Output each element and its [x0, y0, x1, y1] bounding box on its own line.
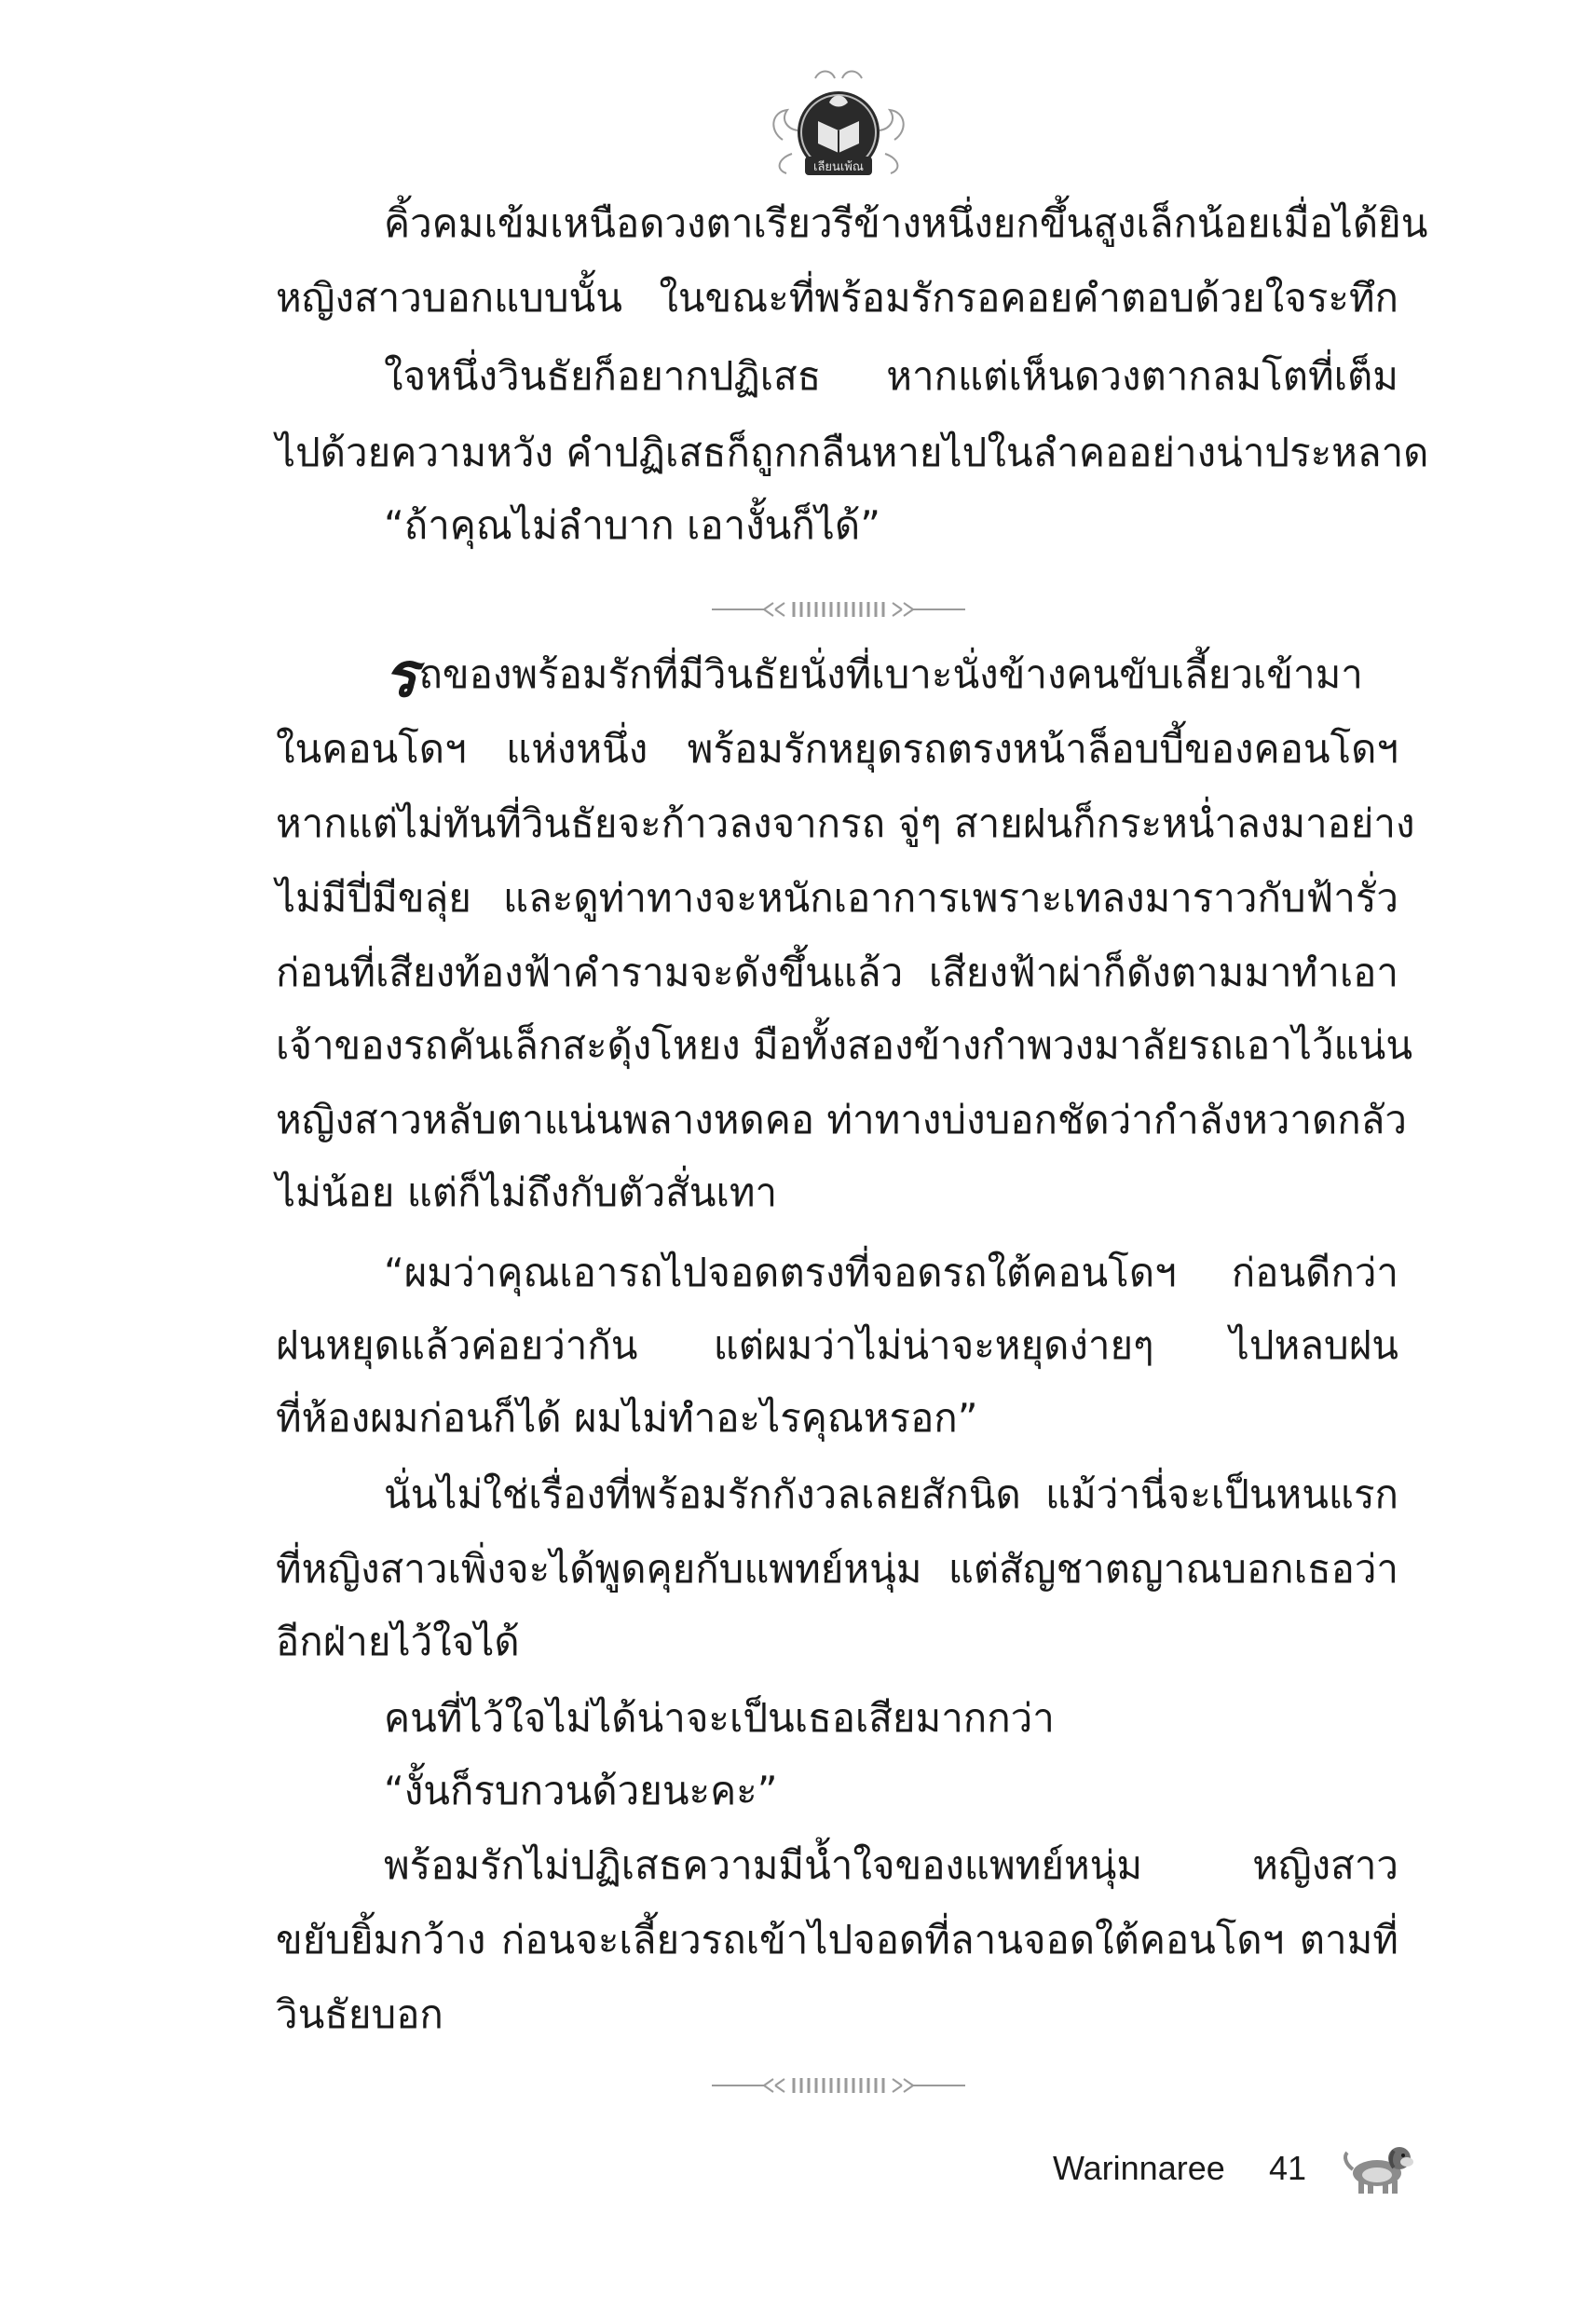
- text-line: ที่หญิงสาวเพิ่งจะได้พูดคุยกับแพทย์หนุ่ม แต่สัญชาตญาณบอกเธอว่า: [276, 1546, 1398, 1592]
- text-line: หากแต่ไม่ทันที่วินธัยจะก้าวลงจากรถ จู่ๆ สายฝนก็กระหน่ำลงมาอย่าง: [276, 800, 1415, 846]
- ornamental-divider-icon: [708, 598, 969, 621]
- dog-icon: [1342, 2136, 1416, 2197]
- text-line: หญิงสาวบอกแบบนั้น ในขณะที่พร้อมรักรอคอยคำตอบด้วยใจระทึก: [276, 275, 1398, 321]
- text-line: หญิงสาวหลับตาแน่นพลางหดคอ ท่าทางบ่งบอกชัดว่ากำลังหวาดกลัว: [276, 1097, 1407, 1142]
- page-number: 41: [1269, 2149, 1307, 2187]
- text-line: ใจหนึ่งวินธัยก็อยากปฏิเสธ หากแต่เห็นดวงตากลมโตที่เต็ม: [384, 353, 1398, 399]
- text-line: วินธัยบอก: [276, 1991, 443, 2037]
- text-line: เจ้าของรถคันเล็กสะดุ้งโหยง มือทั้งสองข้างกำพวงมาลัยรถเอาไว้แน่น: [276, 1022, 1413, 1068]
- text-line: คิ้วคมเข้มเหนือดวงตาเรียวรีข้างหนึ่งยกขึ้นสูงเล็กน้อยเมื่อได้ยิน: [384, 200, 1428, 246]
- book-emblem-icon: [764, 65, 913, 186]
- text-line: พร้อมรักไม่ปฏิเสธความมีน้ำใจของแพทย์หนุ่ม หญิงสาว: [384, 1842, 1398, 1888]
- text-line: ก่อนที่เสียงท้องฟ้าคำรามจะดังขึ้นแล้ว เสียงฟ้าผ่าก็ดังตามมาทำเอา: [276, 950, 1398, 995]
- text-line: ไปด้วยความหวัง คำปฏิเสธก็ถูกกลืนหายไปในลำคออย่างน่าประหลาด: [276, 430, 1429, 475]
- footer-title: Warinnaree: [1053, 2149, 1225, 2187]
- text-line: นั่นไม่ใช่เรื่องที่พร้อมรักกังวลเลยสักนิด แม้ว่านี่จะเป็นหนแรก: [384, 1471, 1398, 1517]
- text-line: ฝนหยุดแล้วค่อยว่ากัน แต่ผมว่าไม่น่าจะหยุดง่ายๆ ไปหลบฝน: [276, 1322, 1398, 1368]
- text-line: ขยับยิ้มกว้าง ก่อนจะเลี้ยวรถเข้าไปจอดที่ลานจอดใต้คอนโดฯ ตามที่: [276, 1917, 1398, 1962]
- text-line: ในคอนโดฯ แห่งหนึ่ง พร้อมรักหยุดรถตรงหน้าล็อบบี้ของคอนโดฯ: [276, 726, 1398, 772]
- drop-cap: ร: [384, 638, 417, 711]
- text-line: คนที่ไว้ใจไม่ได้น่าจะเป็นเธอเสียมากกว่า: [384, 1695, 1055, 1741]
- text-line: ไม่น้อย แต่ก็ไม่ถึงกับตัวสั่นเทา: [276, 1169, 778, 1215]
- text-line: ไม่มีปี่มีขลุ่ย และดูท่าทางจะหนักเอาการเพราะเทลงมาราวกับฟ้ารั่ว: [276, 875, 1398, 921]
- text-line: อีกฝ่ายไว้ใจได้: [276, 1619, 520, 1664]
- text-line: “ผมว่าคุณเอารถไปจอดตรงที่จอดรถใต้คอนโดฯ ก่อนดีกว่า: [384, 1250, 1398, 1295]
- text-line: ที่ห้องผมก่อนก็ได้ ผมไม่ทำอะไรคุณหรอก”: [276, 1395, 978, 1441]
- ornamental-divider-icon: [708, 2074, 969, 2097]
- text-line: “ถ้าคุณไม่ลำบาก เอางั้นก็ได้”: [384, 502, 880, 548]
- text-line: ถของพร้อมรักที่มีวินธัยนั่งที่เบาะนั่งข้างคนขับเลี้ยวเข้ามา: [418, 651, 1363, 697]
- text-line: “งั้นก็รบกวนด้วยนะคะ”: [384, 1768, 778, 1813]
- emblem-text: เลียนเพ้ณ: [813, 160, 864, 174]
- text-line-with-dropcap: [384, 637, 1398, 712]
